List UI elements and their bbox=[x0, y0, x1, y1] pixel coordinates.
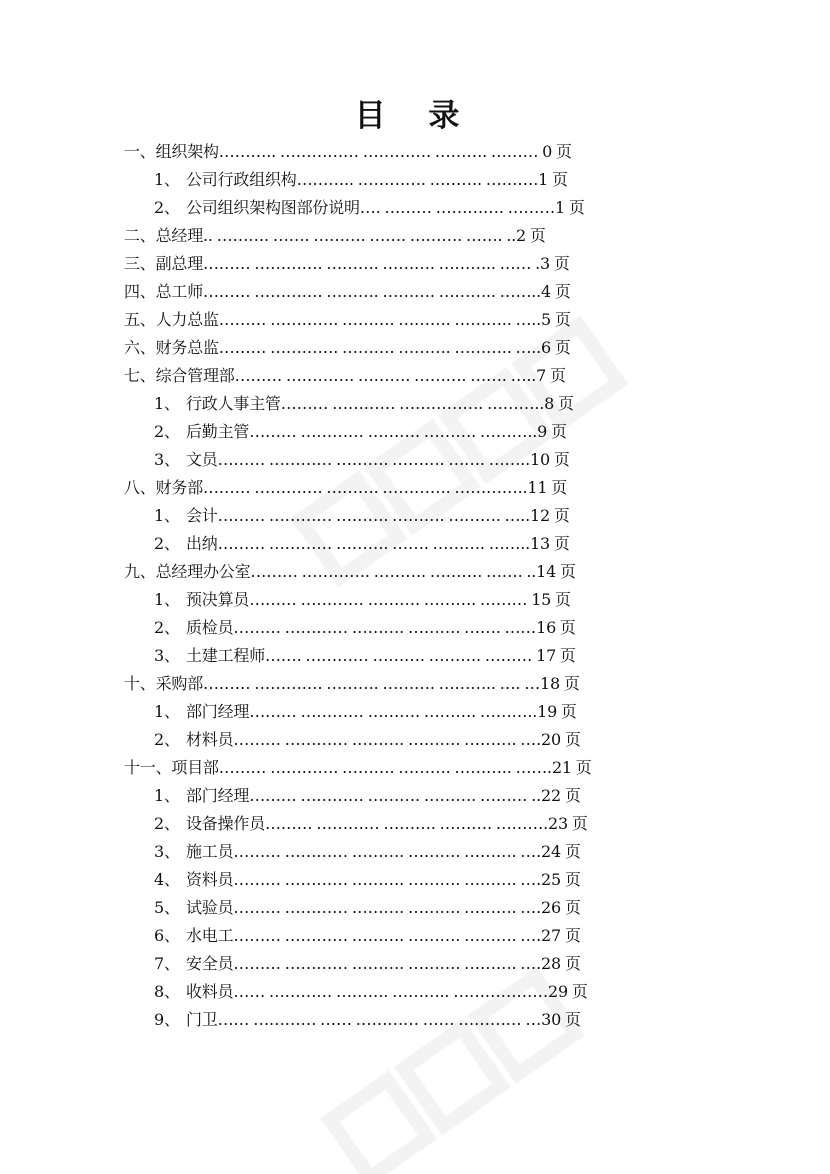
toc-entry[interactable] bbox=[124, 253, 570, 275]
toc-entry-number: 9、 bbox=[154, 1010, 180, 1029]
toc-entry-number: 4、 bbox=[154, 870, 180, 889]
toc-entry[interactable] bbox=[124, 477, 567, 499]
toc-entry-text: 施工员……… ………… ………. ………. ………. ….24 页 bbox=[186, 842, 581, 861]
toc-entry-number: 2、 bbox=[154, 198, 180, 217]
toc-entry-text: 十、采购部……… …………. ………. ………. ……….. …. …18 页 bbox=[124, 674, 580, 693]
toc-entry[interactable] bbox=[124, 225, 546, 247]
toc-entry[interactable] bbox=[124, 365, 566, 387]
toc-entry-text: 安全员……… ………… ………. ………. ………. ….28 页 bbox=[186, 954, 581, 973]
toc-entry[interactable] bbox=[154, 785, 581, 807]
toc-entry[interactable] bbox=[124, 337, 571, 359]
toc-entry-number: 2、 bbox=[154, 534, 180, 553]
toc-entry[interactable] bbox=[124, 561, 576, 583]
toc-entry-text: 质检员……… ………… ………. ………. ……. ……16 页 bbox=[186, 618, 576, 637]
toc-entry[interactable] bbox=[124, 309, 571, 331]
toc-entry-text: 文员……… ………… ………. ………. ……. ……..10 页 bbox=[186, 450, 570, 469]
toc-entry-text: 收料员…… ………… ………. ……….. ………………29 页 bbox=[186, 982, 588, 1001]
toc-entry-number: 1、 bbox=[154, 702, 180, 721]
toc-entry[interactable] bbox=[154, 589, 571, 611]
toc-entry[interactable] bbox=[154, 981, 588, 1003]
toc-entry-number: 8、 bbox=[154, 982, 180, 1001]
toc-entry-text: 出纳……… ………… ………. ……. ………. ……..13 页 bbox=[186, 534, 570, 553]
toc-entry[interactable] bbox=[124, 673, 580, 695]
toc-entry-text: 六、财务总监……… …………. ………. ………. ……….. …..6 页 bbox=[124, 338, 571, 357]
toc-entry-text: 行政人事主管……… ………… ……………. ………..8 页 bbox=[186, 394, 574, 413]
toc-entry[interactable] bbox=[154, 841, 581, 863]
toc-entry[interactable] bbox=[154, 897, 581, 919]
toc-entry-text: 公司组织架构图部份说明…. ……… …………. ………1 页 bbox=[186, 198, 585, 217]
toc-entry[interactable] bbox=[124, 141, 572, 163]
toc-entry-text: 二、总经理.. ………. ……. ………. ……. ………. ……. ..2 页 bbox=[124, 226, 546, 245]
toc-entry-text: 部门经理……… ………… ………. ………. ………..19 页 bbox=[186, 702, 577, 721]
toc-entry-text: 土建工程师……. ………… ………. ………. ……… 17 页 bbox=[186, 646, 576, 665]
toc-entry-text: 预决算员……… ………… ………. ………. ……… 15 页 bbox=[186, 590, 571, 609]
toc-entry-text: 会计……… ………… ………. ………. ………. …..12 页 bbox=[186, 506, 570, 525]
toc-entry-number: 1、 bbox=[154, 394, 180, 413]
toc-entry-number: 3、 bbox=[154, 842, 180, 861]
toc-entry-text: 九、总经理办公室……… …………. ………. ………. ……. ..14 页 bbox=[124, 562, 576, 581]
toc-entry-text: 试验员……… ………… ………. ………. ………. ….26 页 bbox=[186, 898, 581, 917]
toc-entry[interactable] bbox=[154, 869, 581, 891]
toc-entry-number: 1、 bbox=[154, 786, 180, 805]
toc-entry-number: 1、 bbox=[154, 170, 180, 189]
toc-entry[interactable] bbox=[154, 617, 576, 639]
toc-entry-text: 十一、项目部……… …………. ………. ………. ……….. …….21 页 bbox=[124, 758, 592, 777]
toc-entry[interactable] bbox=[124, 281, 571, 303]
toc-entry-number: 2、 bbox=[154, 814, 180, 833]
toc-entry-number: 1、 bbox=[154, 590, 180, 609]
toc-entry-number: 2、 bbox=[154, 618, 180, 637]
toc-entry[interactable] bbox=[154, 169, 568, 191]
toc-entry-text: 材料员……… ………… ………. ………. ………. ….20 页 bbox=[186, 730, 581, 749]
toc-entry[interactable] bbox=[154, 505, 570, 527]
page-title: 目 录 bbox=[354, 98, 476, 134]
toc-entry-text: 水电工……… ………… ………. ………. ………. ….27 页 bbox=[186, 926, 581, 945]
toc-entry[interactable] bbox=[154, 533, 570, 555]
toc-entry-text: 设备操作员……… ………… ………. ………. ……….23 页 bbox=[186, 814, 588, 833]
toc-entry-text: 部门经理……… ………… ………. ………. ……… ..22 页 bbox=[186, 786, 581, 805]
toc-entry-text: 八、财务部……… …………. ………. …………. …………..11 页 bbox=[124, 478, 568, 497]
toc-entry-text: 门卫…… ………… …… ………… …… ………… …30 页 bbox=[186, 1010, 581, 1029]
toc-entry-text: 资料员……… ………… ………. ………. ………. ….25 页 bbox=[186, 870, 581, 889]
toc-entry[interactable] bbox=[154, 925, 581, 947]
toc-entry-text: 五、人力总监……… …………. ………. ………. ……….. …..5 页 bbox=[124, 310, 571, 329]
toc-entry-number: 6、 bbox=[154, 926, 180, 945]
toc-entry[interactable] bbox=[154, 449, 570, 471]
toc-entry-text: 七、综合管理部……… …………. ………. ………. ……. …..7 页 bbox=[124, 366, 566, 385]
toc-entry-number: 2、 bbox=[154, 730, 180, 749]
toc-entry[interactable] bbox=[124, 757, 592, 779]
toc-entry-number: 3、 bbox=[154, 450, 180, 469]
toc-entry-number: 1、 bbox=[154, 506, 180, 525]
toc-entry-number: 2、 bbox=[154, 422, 180, 441]
toc-entry-text: 公司行政组织构……….. …………. ………. ……….1 页 bbox=[186, 170, 568, 189]
toc-entry-text: 一、组织架构……….. …………… …………. ………. ……… 0 页 bbox=[124, 142, 572, 161]
toc-entry[interactable] bbox=[154, 1009, 581, 1031]
toc-entry[interactable] bbox=[154, 645, 576, 667]
toc-entry[interactable] bbox=[154, 197, 585, 219]
toc-entry-text: 后勤主管……… ………… ………. ………. ………..9 页 bbox=[186, 422, 567, 441]
toc-entry[interactable] bbox=[154, 421, 567, 443]
toc-entry[interactable] bbox=[154, 813, 588, 835]
toc-entry-text: 四、总工师……… …………. ………. ………. ……….. ……..4 页 bbox=[124, 282, 571, 301]
toc-entry[interactable] bbox=[154, 393, 574, 415]
toc-entry[interactable] bbox=[154, 701, 577, 723]
toc-entry-number: 7、 bbox=[154, 954, 180, 973]
toc-entry-text: 三、副总理……… …………. ………. ………. ……….. …… .3 页 bbox=[124, 254, 570, 273]
toc-entry-number: 3、 bbox=[154, 646, 180, 665]
toc-entry[interactable] bbox=[154, 729, 581, 751]
toc-entry[interactable] bbox=[154, 953, 581, 975]
toc-entry-number: 5、 bbox=[154, 898, 180, 917]
